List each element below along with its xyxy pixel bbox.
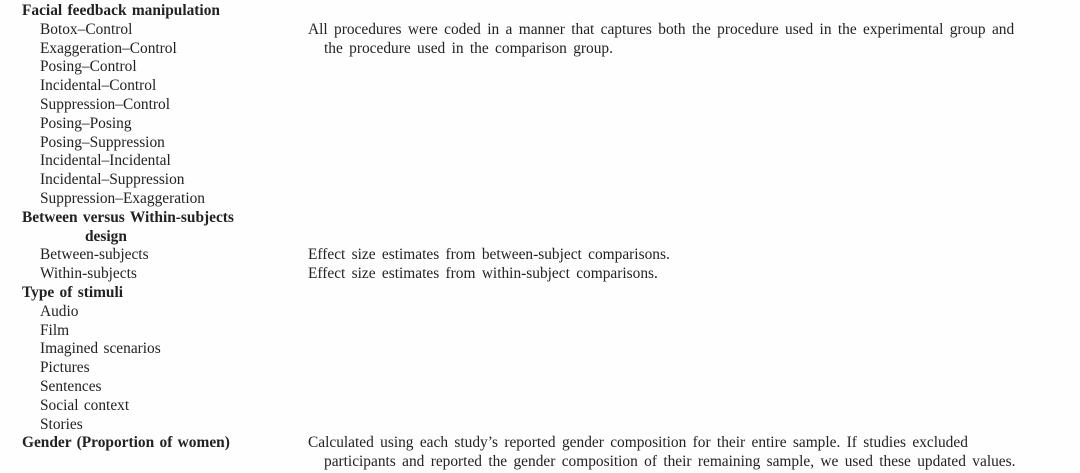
category-item-posing-suppression: Posing–Suppression: [40, 133, 165, 151]
category-item-audio: Audio: [40, 302, 79, 320]
description-within-subjects: Effect size estimates from within-subject comparisons.: [308, 265, 658, 283]
table-row: [0, 21, 1080, 209]
category-list-facial-feedback: [0, 21, 308, 209]
category-item-within-subjects: Within-subjects: [40, 265, 137, 283]
section-header-facial-feedback-manipulation: Facial feedback manipulation: [22, 2, 220, 19]
category-item-suppression-control: Suppression–Control: [40, 95, 170, 113]
category-item-sentences: Sentences: [40, 377, 102, 395]
section-header-type-of-stimuli: Type of stimuli: [22, 283, 124, 301]
category-list-stimuli: [0, 303, 308, 435]
description-gender: [308, 434, 1080, 472]
category-item-film: Film: [40, 321, 70, 339]
category-item-incidental-suppression: Incidental–Suppression: [40, 171, 185, 189]
category-item-suppression-exaggeration: Suppression–Exaggeration: [40, 189, 205, 207]
category-item-pictures: Pictures: [40, 359, 90, 377]
category-item-posing-posing: Posing–Posing: [40, 114, 132, 132]
table-row: [0, 434, 1080, 472]
description-line: participants and reported the gender composition of their remaining sample, we used these updated values.: [324, 453, 1016, 471]
table-row: [0, 2, 1080, 21]
section-header-between-versus-within-subjects: Between versus Within-subjects: [22, 208, 234, 226]
description-line: Calculated using each study’s reported gender composition for their entire sample. If studies excluded: [308, 434, 968, 452]
description-between-subjects: Effect size estimates from between-subject comparisons.: [308, 246, 670, 264]
category-item-posing-control: Posing–Control: [40, 58, 137, 76]
category-item-botox-control: Botox–Control: [40, 20, 133, 38]
table-row: [0, 246, 1080, 265]
category-item-social-context: Social context: [40, 396, 130, 414]
section-header-gender-proportion-of-women: Gender (Proportion of women): [22, 434, 230, 452]
category-item-between-subjects: Between-subjects: [40, 246, 149, 264]
category-item-imagined-scenarios: Imagined scenarios: [40, 340, 161, 358]
table-row: [0, 303, 1080, 435]
category-item-incidental-control: Incidental–Control: [40, 77, 157, 95]
table-row: [0, 284, 1080, 303]
category-item-incidental-incidental: Incidental–Incidental: [40, 152, 171, 170]
category-item-stories: Stories: [40, 415, 83, 433]
description-line: the procedure used in the comparison group.: [324, 39, 613, 57]
table-row: [0, 209, 1080, 247]
category-item-exaggeration-control: Exaggeration–Control: [40, 39, 177, 57]
section-header-design-continuation: design: [85, 227, 127, 245]
table-row: [0, 265, 1080, 284]
description-line: All procedures were coded in a manner that captures both the procedure used in the experimental group and: [308, 20, 1015, 38]
description-facial-feedback: [308, 21, 1080, 59]
